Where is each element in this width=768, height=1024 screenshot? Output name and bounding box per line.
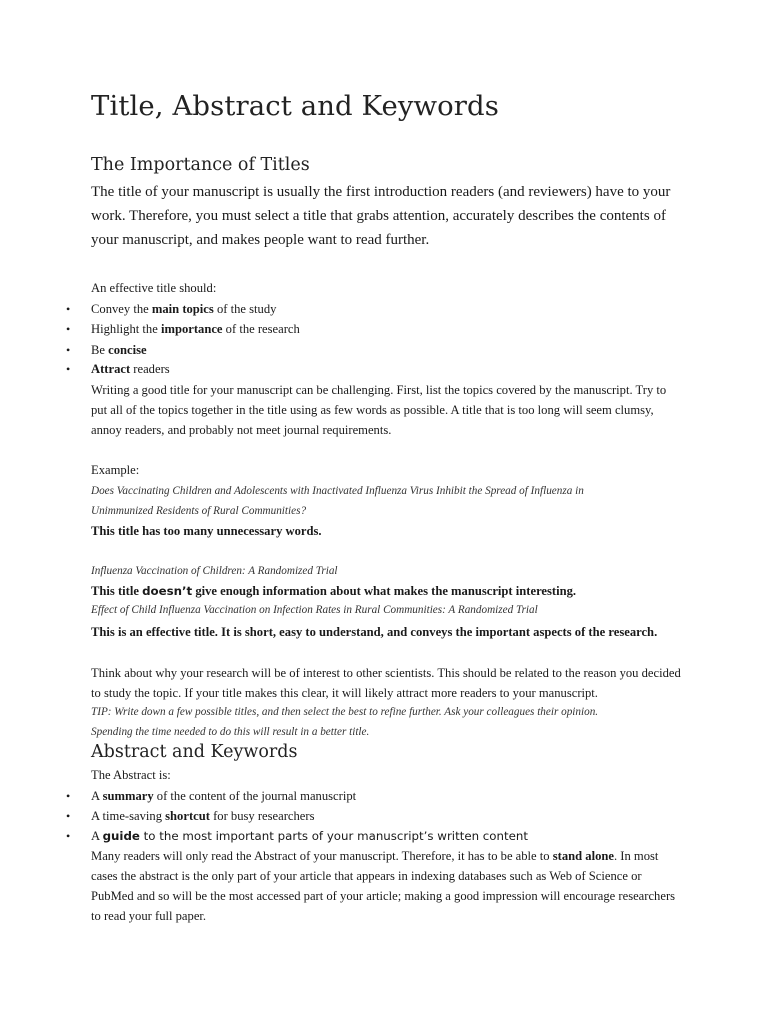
list-item: [91, 362, 170, 377]
list-item-text: of the content of the journal manuscript: [153, 789, 357, 803]
bullet-marker: •: [66, 829, 71, 843]
list-item-text: Be: [91, 343, 109, 357]
list-item-text: Highlight the: [91, 322, 161, 336]
list-item-text: of the study: [213, 302, 277, 316]
list-item-text: A time-saving: [91, 809, 166, 823]
list-item-text: to the most important parts of your manuscript’s written content: [139, 829, 528, 843]
list-item-text: A: [91, 789, 103, 803]
section-heading-abstract: Abstract and Keywords: [91, 742, 298, 762]
bullet-marker: •: [66, 362, 71, 376]
list-item-emphasis: concise: [108, 343, 147, 357]
bullet-marker: •: [66, 322, 71, 336]
tip-line: TIP: Write down a few possible titles, and then select the best to refine further. Ask your colleagues their opinion.: [91, 706, 599, 718]
list-item-emphasis: importance: [160, 322, 223, 336]
bullet-marker: •: [66, 343, 71, 357]
list-item-text: of the research: [222, 322, 300, 336]
tip-line: Spending the time needed to do this will result in a better title.: [91, 726, 370, 738]
list-item-text: readers: [130, 362, 170, 376]
list-item-emphasis: Attract: [91, 362, 131, 376]
bullet-marker: •: [66, 809, 71, 823]
example-title-long: Does Vaccinating Children and Adolescents with Inactivated Influenza Virus Inhibit the Spread of Influenza in: [91, 485, 584, 497]
example-label: Example:: [91, 463, 140, 477]
list-item: [91, 789, 356, 804]
list-item-text: for busy researchers: [209, 809, 315, 823]
example-comment: This title has too many unnecessary words.: [91, 524, 322, 538]
list-item: [91, 829, 528, 844]
paragraph-emphasis: stand alone: [552, 849, 614, 863]
bullet-marker: •: [66, 789, 71, 803]
list-item-text: A: [91, 829, 103, 843]
list-item-text: Convey the: [91, 302, 152, 316]
example-comment: This is an effective title. It is short, easy to understand, and conveys the important aspects of the research.: [91, 625, 658, 639]
abstract-paragraph: [91, 846, 681, 926]
list-item: [91, 343, 147, 358]
comment-text: This title: [91, 584, 143, 598]
advice-paragraph: Writing a good title for your manuscript can be challenging. First, list the topics covered by the manuscript. Try to put all of the topics together in the title using as few words as possible. A title that is too long will seem clumsy, annoy readers, and probably not meet journal requirements.: [91, 383, 667, 437]
example-title-short: Influenza Vaccination of Children: A Randomized Trial: [91, 565, 338, 577]
list-item: [91, 322, 300, 337]
comment-text: doesn’t: [142, 584, 193, 598]
list-item-emphasis: summary: [102, 789, 154, 803]
think-paragraph: Think about why your research will be of interest to other scientists. This should be related to the reason you decided to study the topic. If your title makes this clear, it will likely attract more readers to your manuscript.: [91, 666, 681, 700]
intro-paragraph: The title of your manuscript is usually the first introduction readers (and reviewers) have to your work. Therefore, you must select a title that grabs attention, accurately describes the contents of your manuscript, and makes people want to read further.: [91, 184, 671, 248]
list-item: [91, 809, 315, 824]
page-title: Title, Abstract and Keywords: [91, 90, 499, 122]
list-item-emphasis: main topics: [151, 302, 214, 316]
paragraph-text: . In most cases the abstract is the only part of your article that appears in indexing databases such as Web of Science or PubMed and so will be the most accessed part of your article; making a good impression will encourage researchers to read your full paper.: [91, 849, 676, 923]
list-item-emphasis: guide: [102, 829, 140, 843]
list-item-emphasis: shortcut: [165, 809, 210, 823]
list-intro: An effective title should:: [91, 281, 217, 295]
comment-text: give enough information about what makes the manuscript interesting.: [192, 584, 577, 598]
example-title-long-cont: Unimmunized Residents of Rural Communities?: [91, 505, 307, 517]
example-title-effective: Effect of Child Influenza Vaccination on Infection Rates in Rural Communities: A Randomized Trial: [91, 604, 538, 616]
list-intro: The Abstract is:: [91, 768, 171, 782]
example-comment: [91, 584, 576, 599]
bullet-marker: •: [66, 302, 71, 316]
paragraph-text: Many readers will only read the Abstract of your manuscript. Therefore, it has to be able to: [91, 849, 553, 863]
list-item: [91, 302, 276, 317]
section-heading-titles: The Importance of Titles: [91, 155, 310, 175]
